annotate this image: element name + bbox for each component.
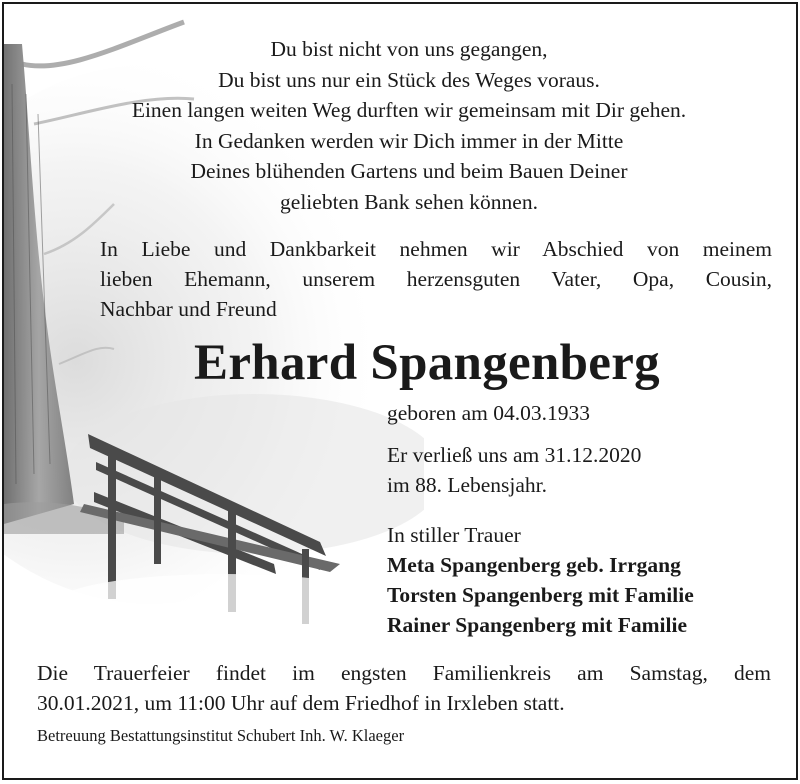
life-dates <box>387 398 641 500</box>
age-at-death: im 88. Lebensjahr. <box>387 473 548 497</box>
funeral-info <box>37 658 771 718</box>
farewell-line: In Liebe und Dankbarkeit nehmen wir Abschied von meinem <box>100 237 772 261</box>
birth-date: geboren am 04.03.1933 <box>387 401 591 425</box>
poem <box>64 34 754 217</box>
funeral-line: 30.01.2021, um 11:00 Uhr auf dem Friedhof in Irxleben statt. <box>37 691 565 715</box>
undertaker-credit: Betreuung Bestattungsinstitut Schubert Inh. W. Klaeger <box>37 726 405 745</box>
mourner-name: Torsten Spangenberg mit Familie <box>387 583 694 607</box>
obituary-notice <box>2 2 798 780</box>
mourners-intro: In stiller Trauer <box>387 523 521 547</box>
mourners <box>387 520 694 640</box>
poem-line: Du bist uns nur ein Stück des Weges voraus. <box>218 67 600 92</box>
poem-line: Du bist nicht von uns gegangen, <box>270 37 548 61</box>
poem-line: In Gedanken werden wir Dich immer in der Mitte <box>194 128 624 153</box>
mourner-name: Meta Spangenberg geb. Irrgang <box>387 553 681 577</box>
death-date: Er verließ uns am 31.12.2020 <box>387 443 642 467</box>
mourner-name: Rainer Spangenberg mit Familie <box>387 613 687 637</box>
farewell-line: Nachbar und Freund <box>100 297 277 321</box>
funeral-line: Die Trauerfeier findet im engsten Familienkreis am Samstag, dem <box>37 661 771 685</box>
deceased-name: Erhard Spangenberg <box>194 335 660 391</box>
poem-line: geliebten Bank sehen können. <box>280 189 538 214</box>
farewell-text <box>100 234 772 324</box>
poem-line: Einen langen weiten Weg durften wir gemeinsam mit Dir gehen. <box>131 98 687 122</box>
poem-line: Deines blühenden Gartens und beim Bauen Deiner <box>190 159 628 183</box>
farewell-line: lieben Ehemann, unserem herzensguten Vater, Opa, Cousin, <box>100 267 772 291</box>
